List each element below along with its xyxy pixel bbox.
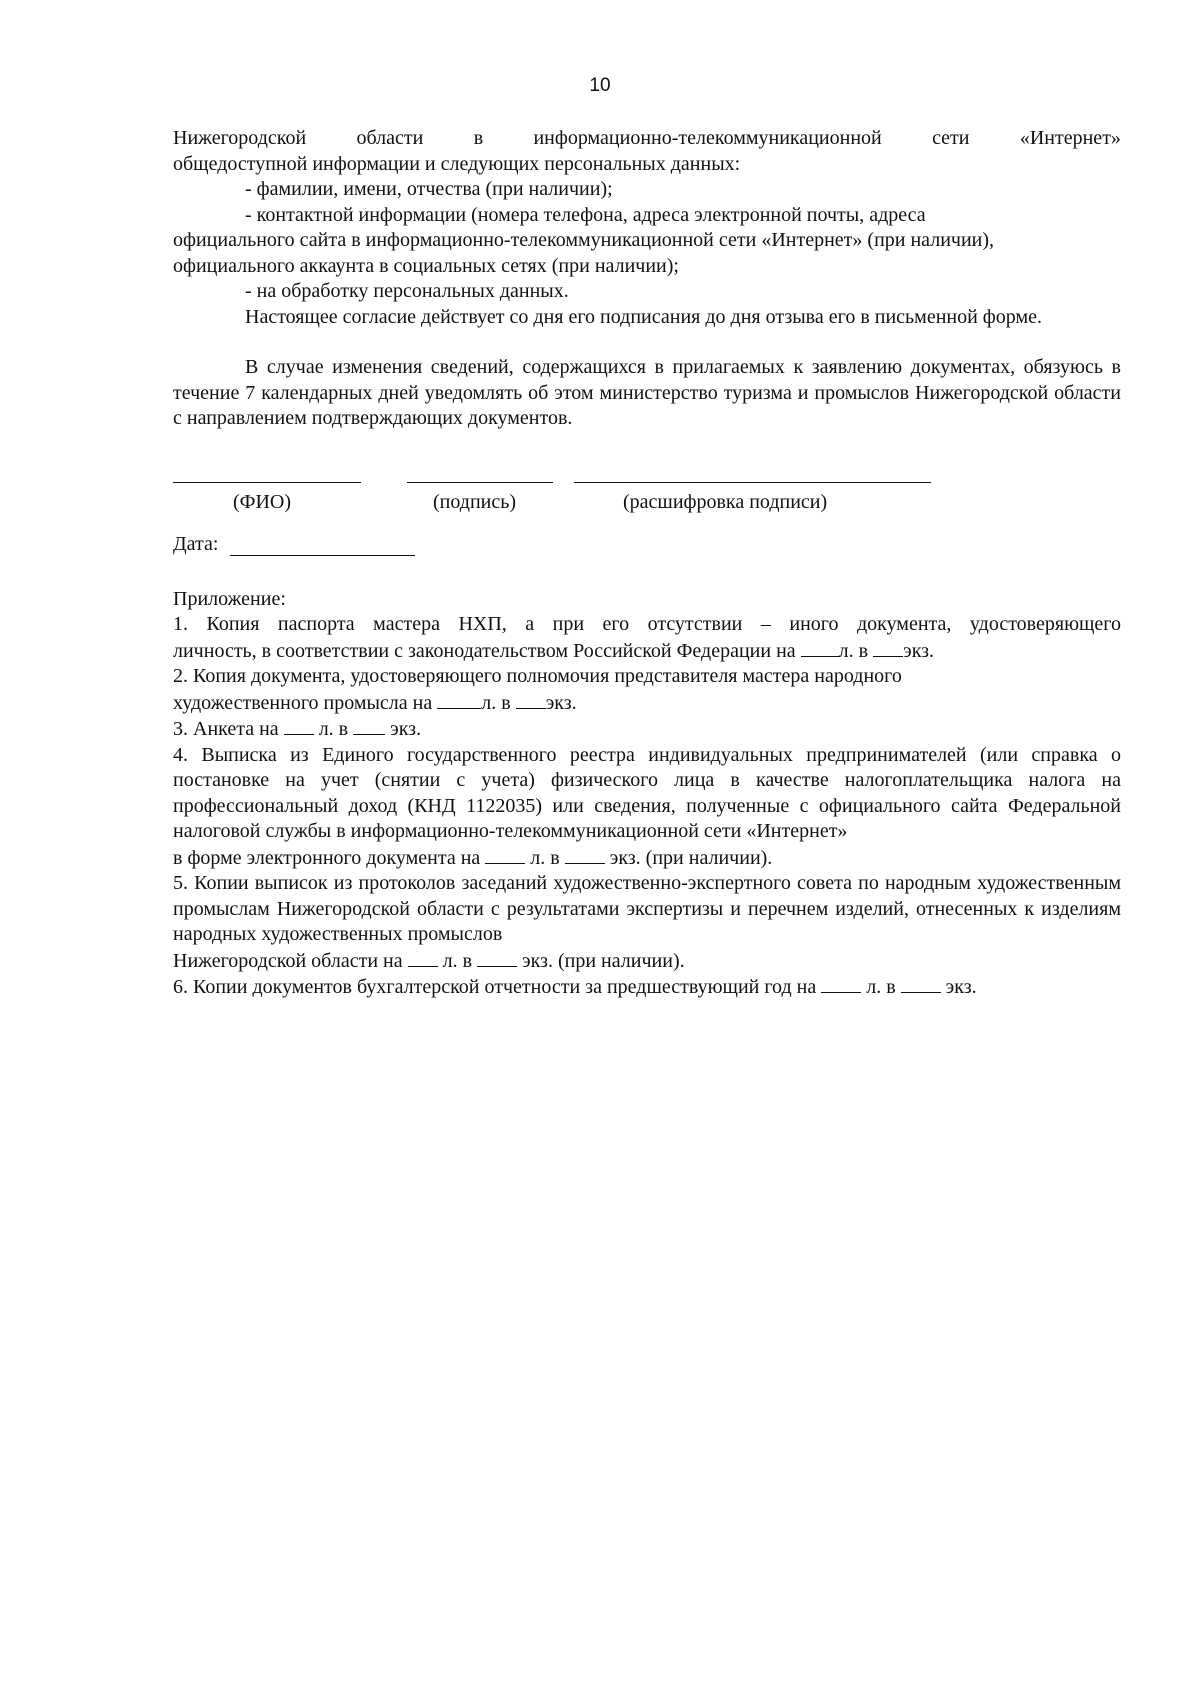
signature-label: (подпись) — [433, 490, 517, 513]
consent-word: информационно-телекоммуникационной — [533, 127, 882, 149]
consent-item-contact-cont: официального сайта в информационно-телекоммуникационной сети «Интернет» (при наличии), — [173, 229, 995, 251]
pages-blank[interactable] — [284, 716, 314, 735]
attachment-item-5: 5. Копии выписок из протоколов заседаний художественно-экспертного совета по народным художественным промыслам Нижегородской области с результатами экспертизы и перечнем изделий, отнесенных к изделиям народных художественных промыслов — [173, 872, 1121, 945]
attachment-text: экз. — [903, 639, 935, 662]
attachment-text: л. в — [838, 639, 869, 662]
consent-validity: Настоящее согласие действует со дня его подписания до дня отзыва его в письменной форме. — [245, 305, 1042, 328]
consent-word: сети — [932, 127, 970, 149]
attachments-heading: Приложение: — [173, 587, 286, 610]
attachment-text: л. в — [481, 691, 511, 714]
pages-blank[interactable] — [408, 948, 438, 967]
attachment-text: 6. Копии документов бухгалтерской отчетности за предшествующий год на — [173, 976, 817, 998]
attachment-item-4-cont — [173, 845, 1121, 872]
attachment-item-1: 1. Копия паспорта мастера НХП, а при его отсутствии – иного документа, удостоверяющего — [173, 613, 1121, 635]
date-label: Дата: — [173, 532, 219, 555]
copies-blank[interactable] — [565, 845, 605, 864]
attachment-item-2-cont — [173, 690, 1121, 717]
signature-line[interactable] — [407, 482, 553, 483]
pages-blank[interactable] — [437, 690, 481, 709]
attachment-text: экз. — [390, 718, 422, 740]
attachment-item-3 — [173, 716, 1121, 743]
fio-label: (ФИО) — [233, 490, 292, 513]
attachment-text: экз. (при наличии). — [522, 949, 685, 972]
consent-first-line — [173, 126, 1121, 152]
attachment-text: экз. (при наличии). — [609, 846, 773, 869]
attachment-text: л. в — [530, 846, 560, 869]
date-field-line[interactable] — [230, 555, 415, 556]
attachment-text: в форме электронного документа на — [173, 846, 481, 869]
attachment-text: художественного промысла на — [173, 691, 433, 714]
attachment-text: л. в — [866, 976, 896, 998]
attachment-item-4: 4. Выписка из Единого государственного реестра индивидуальных предпринимателей (или справка о постановке на учет (снятии с учета) физического лица в качестве налогоплательщика налога на профессиональный доход (КНД 1122035) или сведения, полученные с официального сайта Федеральной налоговой службы в информационно-телекоммуникационной сети «Интернет» — [173, 743, 1121, 842]
consent-item-contact: - контактной информации (номера телефона, адреса электронной почты, адреса — [245, 203, 926, 226]
document-body — [173, 126, 1121, 1001]
attachment-text: экз. — [945, 976, 977, 998]
consent-word: Нижегородской — [173, 127, 307, 149]
attachment-text: экз. — [545, 691, 577, 714]
consent-item-contact-cont: официального аккаунта в социальных сетях (при наличии); — [173, 254, 679, 277]
signature-block — [173, 462, 1121, 522]
consent-item-fio: - фамилии, имени, отчества (при наличии); — [245, 178, 613, 200]
attachment-text: 3. Анкета на — [173, 718, 279, 740]
attachment-item-6 — [173, 974, 1121, 1001]
signature-decode-label: (расшифровка подписи) — [623, 490, 828, 513]
pages-blank[interactable] — [821, 974, 861, 993]
pages-blank[interactable] — [801, 638, 839, 657]
attachment-text: личность, в соответствии с законодательством Российской Федерации на — [173, 639, 796, 662]
attachment-text: Нижегородской области на — [173, 949, 403, 972]
copies-blank[interactable] — [901, 974, 941, 993]
obligation-paragraph: В случае изменения сведений, содержащихся в прилагаемых к заявлению документах, обязуюсь в течение 7 календарных дней уведомлять об этом министерство туризма и промыслов Нижегородской области с направлением подтверждающих документов. — [173, 356, 1121, 429]
fio-line[interactable] — [173, 482, 361, 483]
attachment-item-2: 2. Копия документа, удостоверяющего полномочия представителя мастера народного — [173, 665, 902, 687]
signature-decode-line[interactable] — [574, 482, 931, 483]
attachment-item-1-cont — [173, 638, 1121, 665]
pages-blank[interactable] — [485, 845, 525, 864]
consent-word: «Интернет» — [1019, 127, 1121, 149]
consent-item-processing: - на обработку персональных данных. — [245, 280, 569, 302]
consent-word: в — [473, 127, 484, 149]
consent-second-line: общедоступной информации и следующих персональных данных: — [173, 152, 741, 175]
attachment-text: л. в — [318, 718, 349, 740]
copies-blank[interactable] — [353, 716, 385, 735]
consent-word: области — [356, 127, 424, 149]
copies-blank[interactable] — [516, 690, 546, 709]
copies-blank[interactable] — [477, 948, 517, 967]
attachment-text: л. в — [442, 949, 473, 972]
date-row — [173, 532, 1121, 562]
copies-blank[interactable] — [873, 638, 903, 657]
page-number: 10 — [589, 75, 611, 96]
attachment-item-5-cont — [173, 948, 1121, 975]
